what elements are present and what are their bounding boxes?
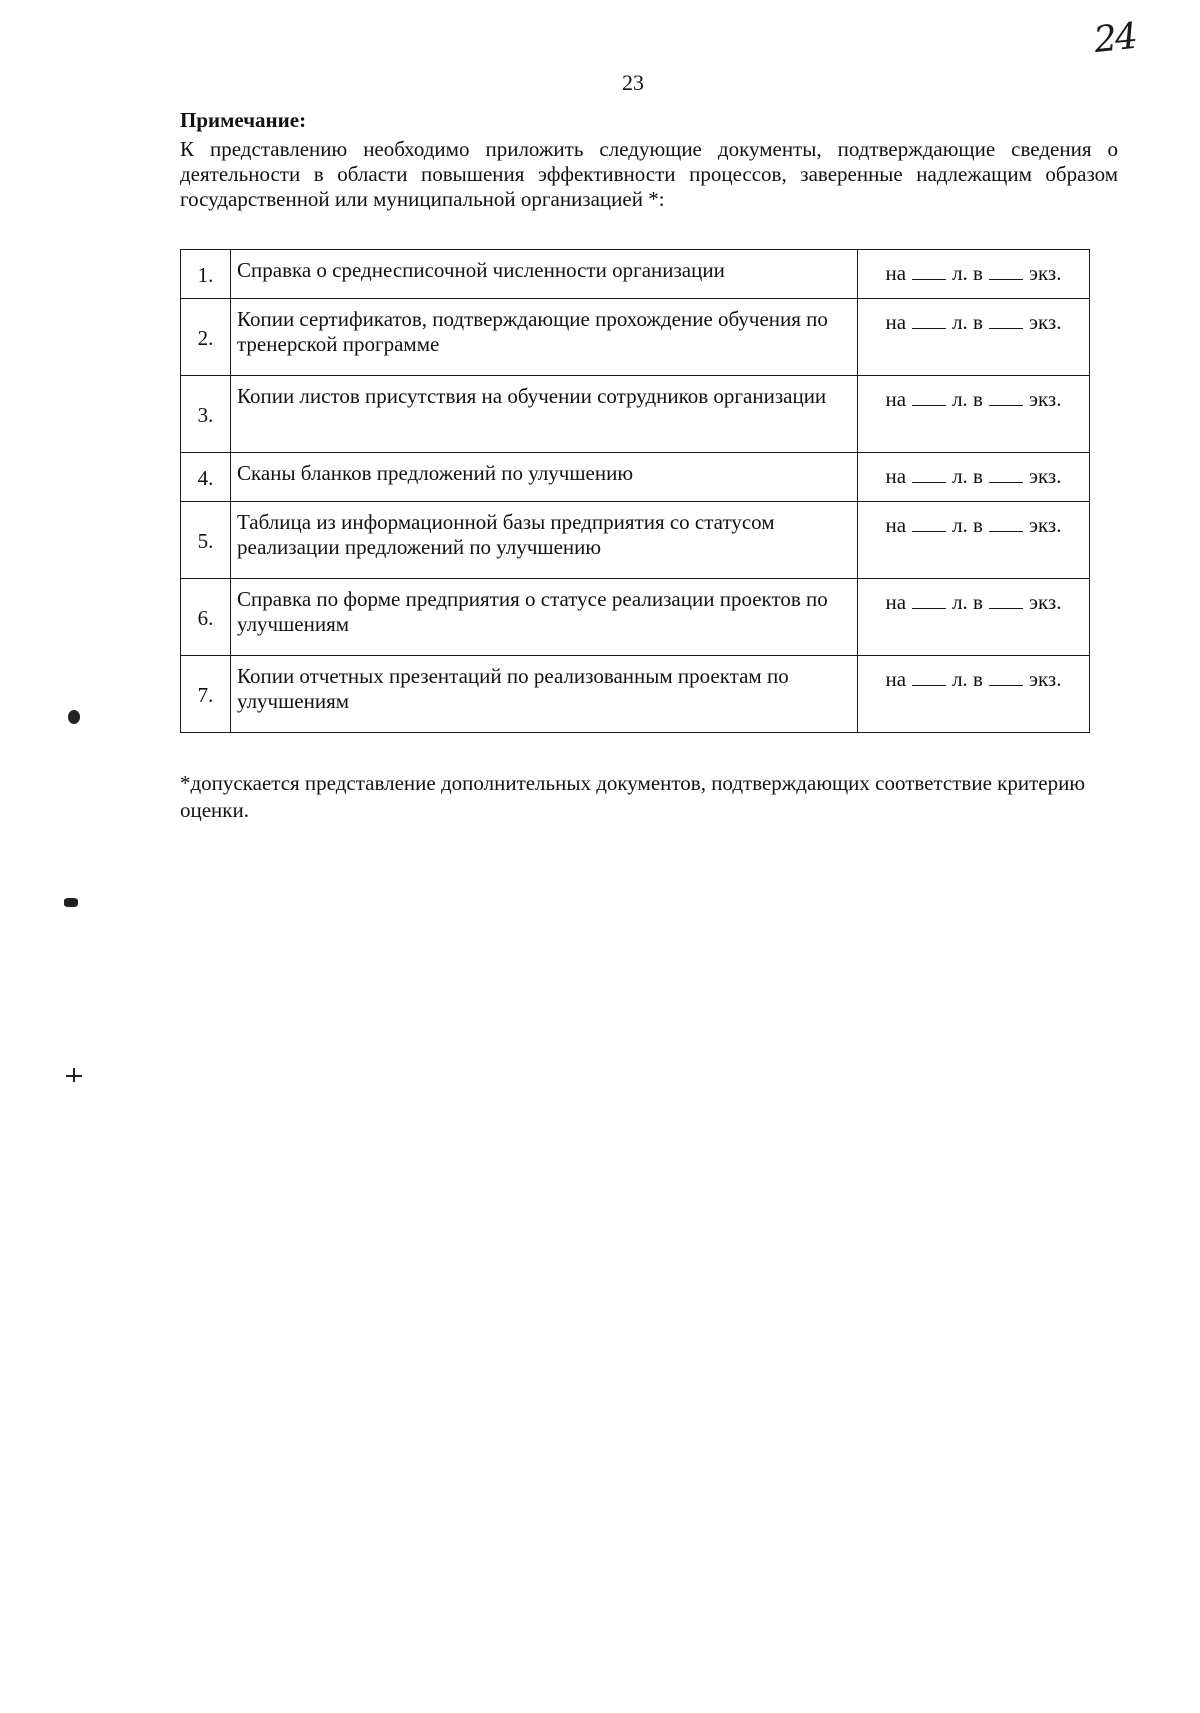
row-number-cell [181,299,231,376]
copies-suffix: экз. [1028,387,1062,411]
pages-middle: л. в [952,261,983,285]
row-number: 5. [197,528,214,553]
row-number: 6. [197,605,214,630]
pages-middle: л. в [952,667,983,691]
pages-copies-field [858,513,1089,538]
pages-middle: л. в [952,310,983,334]
pages-prefix: на [885,387,907,411]
pages-blank [912,310,946,329]
pages-copies-field [858,261,1089,286]
row-number-cell [181,250,231,299]
row-number: 3. [197,402,214,427]
pages-copies-field [858,667,1089,692]
pages-prefix: на [885,513,907,537]
pages-prefix: на [885,310,907,334]
row-pages-cell [858,579,1090,656]
copies-suffix: экз. [1028,261,1062,285]
table-row [181,453,1090,502]
pages-blank [912,513,946,532]
pages-blank [912,387,946,406]
row-pages-cell [858,502,1090,579]
row-pages-cell [858,376,1090,453]
table-row [181,299,1090,376]
row-description: Копии отчетных презентаций по реализованным проектам по улучшениям [231,656,858,733]
row-number-cell [181,579,231,656]
note-heading: Примечание: [180,108,307,132]
pages-blank [912,261,946,280]
documents-table [180,249,1090,733]
table-row [181,579,1090,656]
row-number-cell [181,453,231,502]
row-pages-cell [858,299,1090,376]
footnote: *допускается представление дополнительных документов, подтверждающих соответствие критерию оценки. [180,771,1086,822]
page-number: 23 [622,70,644,95]
copies-blank [989,513,1023,532]
row-number: 7. [197,682,214,707]
copies-blank [989,667,1023,686]
copies-suffix: экз. [1028,310,1062,334]
row-number: 1. [197,262,214,287]
pages-middle: л. в [952,464,983,488]
pages-prefix: на [885,590,907,614]
pages-prefix: на [885,667,907,691]
row-description: Таблица из информационной базы предприятия со статусом реализации предложений по улучшению [231,502,858,579]
copies-blank [989,464,1023,483]
table-row [181,250,1090,299]
pages-middle: л. в [952,513,983,537]
handwritten-sheet-number: 24 [1091,15,1138,62]
row-description: Сканы бланков предложений по улучшению [231,453,858,502]
pages-copies-field [858,387,1089,412]
pages-middle: л. в [952,387,983,411]
pages-copies-field [858,310,1089,335]
row-description: Справка по форме предприятия о статусе реализации проектов по улучшениям [231,579,858,656]
copies-blank [989,387,1023,406]
row-number: 4. [197,465,214,490]
pages-blank [912,464,946,483]
row-number: 2. [197,325,214,350]
copies-suffix: экз. [1028,667,1062,691]
row-number-cell [181,656,231,733]
pages-copies-field [858,590,1089,615]
table-row [181,656,1090,733]
scan-artifact-mark [64,898,78,907]
row-number-cell [181,376,231,453]
scan-artifact-mark [73,1068,75,1082]
row-pages-cell [858,656,1090,733]
row-description: Копии сертификатов, подтверждающие прохождение обучения по тренерской программе [231,299,858,376]
pages-middle: л. в [952,590,983,614]
copies-suffix: экз. [1028,513,1062,537]
row-number-cell [181,502,231,579]
row-pages-cell [858,453,1090,502]
pages-blank [912,667,946,686]
pages-prefix: на [885,464,907,488]
pages-blank [912,590,946,609]
copies-suffix: экз. [1028,590,1062,614]
pages-copies-field [858,464,1089,489]
table-row [181,376,1090,453]
row-pages-cell [858,250,1090,299]
row-description: Справка о среднесписочной численности организации [231,250,858,299]
table-row [181,502,1090,579]
scan-artifact-mark [68,710,80,724]
pages-prefix: на [885,261,907,285]
note-body: К представлению необходимо приложить следующие документы, подтверждающие сведения о деятельности в области повышения эффективности процессов, заверенные надлежащим образом государственной или муниципальной организацией *: [180,137,1118,211]
copies-blank [989,261,1023,280]
row-description: Копии листов присутствия на обучении сотрудников организации [231,376,858,453]
copies-suffix: экз. [1028,464,1062,488]
copies-blank [989,590,1023,609]
copies-blank [989,310,1023,329]
